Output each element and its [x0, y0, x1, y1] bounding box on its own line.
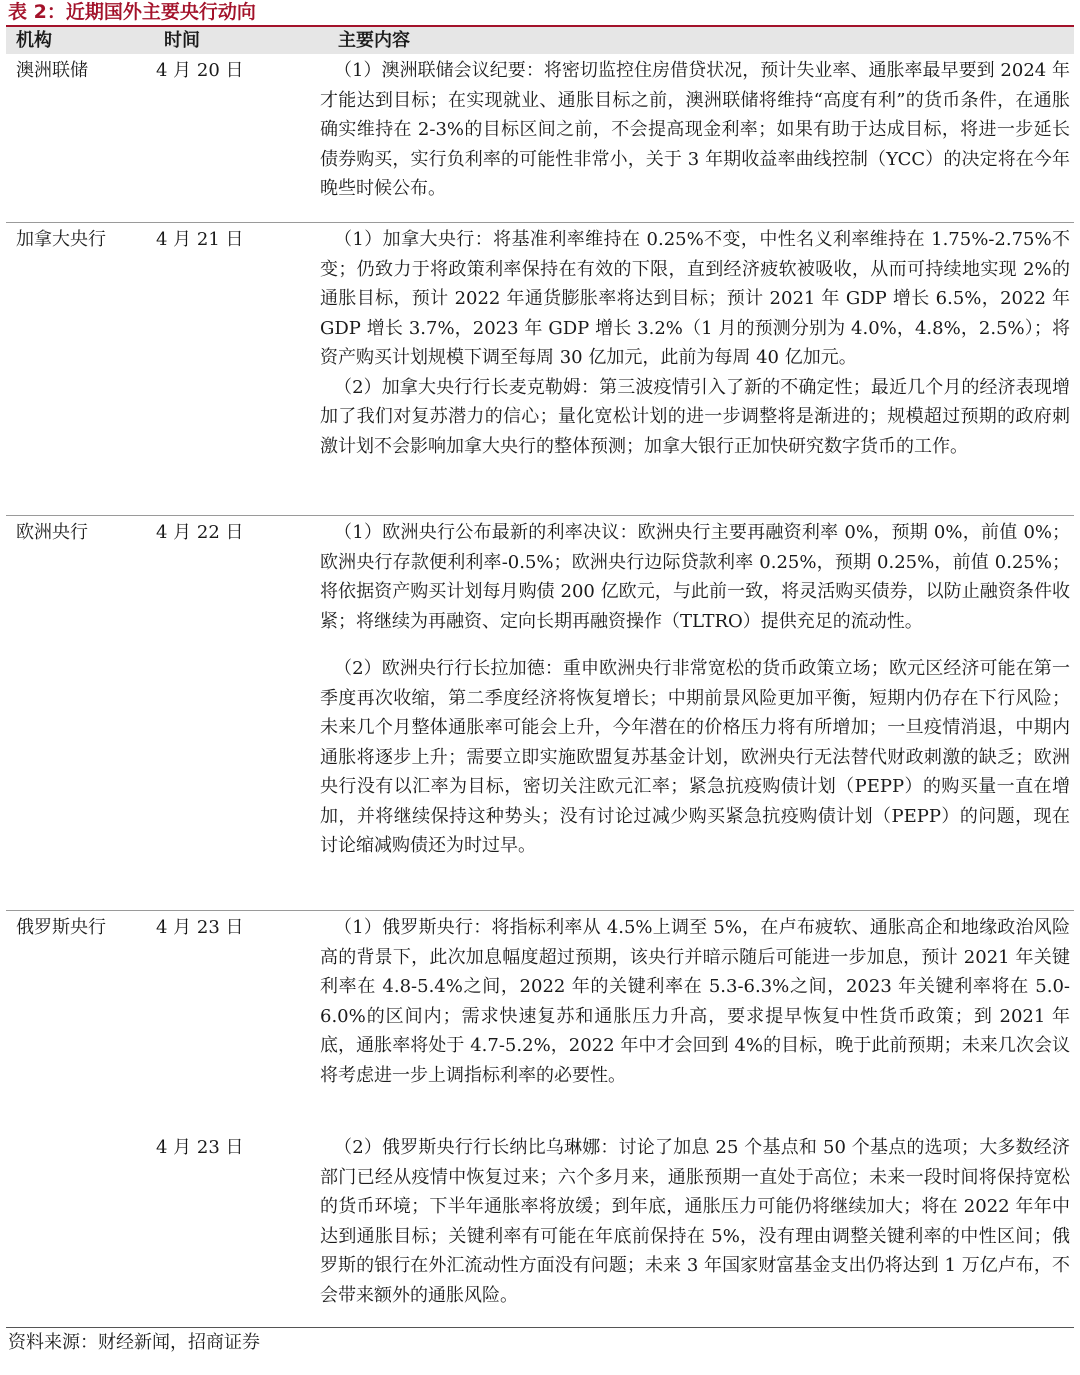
row-org: 加拿大央行: [6, 223, 154, 516]
source-note: 资料来源：财经新闻，招商证券: [6, 1327, 1074, 1357]
table-row-cbr-2: [6, 1131, 1074, 1327]
row-org: 欧洲央行: [6, 516, 154, 911]
content-paragraph: （2）俄罗斯央行行长纳比乌琳娜：讨论了加息 25 个基点和 50 个基点的选项；大多数经济部门已经从疫情中恢复过来；六个多月来，通胀预期一直处于高位；未来一段时间将保持宽松的货币环境；下半年通胀率将放缓；到年底，通胀压力可能仍将继续加大；将在 2022 年年中达到通胀目标；关键利率有可能在年底前保持在 5%，没有理由调整关键利率的中性区间；俄罗斯的银行在外汇流动性方面没有问题；未来 3 年国家财富基金支出仍将达到 1 万亿卢布，不会带来额外的通胀风险。: [320, 1137, 1070, 1306]
row-org: 俄罗斯央行: [16, 917, 106, 938]
row-org: 澳洲联储: [6, 54, 154, 223]
row-content: [320, 223, 1074, 516]
row-date: 4 月 23 日: [156, 1137, 244, 1158]
content-paragraph: （1）欧洲央行公布最新的利率决议：欧洲央行主要再融资利率 0%，预期 0%，前值 0%；欧洲央行存款便利利率-0.5%；欧洲央行边际贷款利率 0.25%，预期 0.25%，前值 0.25%；将依据资产购买计划每月购债 200 亿欧元，与此前一致，将灵活购买债券，以防止融资条件收紧；将继续为再融资、定向长期再融资操作（TLTRO）提供充足的流动性。: [320, 522, 1070, 632]
content-paragraph: （1）澳洲联储会议纪要：将密切监控住房借贷状况，预计失业率、通胀率最早要到 2024 年才能达到目标；在实现就业、通胀目标之前，澳洲联储将维持“高度有利”的货币条件，在通胀确实维持在 2-3%的目标区间之前，不会提高现金利率；如果有助于达成目标，将进一步延长债券购买，实行负利率的可能性非常小，关于 3 年期收益率曲线控制（YCC）的决定将在今年晚些时候公布。: [320, 60, 1070, 199]
table-row-boc: [6, 223, 1074, 516]
central-bank-table: [6, 25, 1074, 1327]
table-title: 表 2：近期国外主要央行动向: [8, 1, 256, 23]
table-row-rba: [6, 54, 1074, 223]
content-paragraph: （1）俄罗斯央行：将指标利率从 4.5%上调至 5%，在卢布疲软、通胀高企和地缘政治风险高的背景下，此次加息幅度超过预期，该央行并暗示随后可能进一步加息，预计 2021 年关键利率在 4.8-5.4%之间，2022 年的关键利率在 5.3-6.3%之间，2023 年关键利率将在 5.0-6.0%的区间内；需求快速复苏和通胀压力升高，要求提早恢复中性货币政策；到 2021 年底，通胀率将处于 4.7-5.2%，2022 年中才会回到 4%的目标，晚于此前预期；未来几次会议将考虑进一步上调指标利率的必要性。: [320, 917, 1070, 1086]
row-org: [6, 1131, 154, 1327]
row-content: [320, 516, 1074, 911]
content-paragraph: （2）加拿大央行行长麦克勒姆：第三波疫情引入了新的不确定性；最近几个月的经济表现增加了我们对复苏潜力的信心；量化宽松计划的进一步调整将是渐进的；规模超过预期的政府刺激计划不会影响加拿大央行的整体预测；加拿大银行正加快研究数字货币的工作。: [320, 376, 1070, 457]
row-date: 4 月 23 日: [156, 917, 244, 938]
table-row-cbr-1: [6, 911, 1074, 1132]
row-content: [320, 54, 1074, 223]
header-content: 主要内容: [320, 26, 1074, 54]
content-paragraph: （1）加拿大央行：将基准利率维持在 0.25%不变，中性名义利率维持在 1.75%-2.75%不变；仍致力于将政策利率保持在有效的下限，直到经济疲软被吸收，从而可持续地实现 2%的通胀目标，预计 2022 年通货膨胀率将达到目标；预计 2021 年 GDP 增长 6.5%，2022 年 GDP 增长 3.7%，2023 年 GDP 增长 3.2%（1 月的预测分别为 4.0%，4.8%，2.5%）；将资产购买计划规模下调至每周 30 亿加元，此前为每周 40 亿加元。: [320, 229, 1070, 368]
header-date: 时间: [154, 26, 320, 54]
row-date: 4 月 21 日: [154, 223, 320, 516]
table-header-row: [6, 26, 1074, 54]
row-date: 4 月 20 日: [154, 54, 320, 223]
header-org: 机构: [6, 26, 154, 54]
row-content: [320, 911, 1074, 1132]
content-paragraph: （2）欧洲央行行长拉加德：重申欧洲央行非常宽松的货币政策立场；欧元区经济可能在第一季度再次收缩，第二季度经济将恢复增长；中期前景风险更加平衡，短期内仍存在下行风险；未来几个月整体通胀率可能会上升，今年潜在的价格压力将有所增加；一旦疫情消退，中期内通胀将逐步上升；需要立即实施欧盟复苏基金计划，欧洲央行无法替代财政刺激的缺乏；欧洲央行没有以汇率为目标，密切关注欧元汇率；紧急抗疫购债计划（PEPP）的购买量一直在增加，并将继续保持这种势头；没有讨论过减少购买紧急抗疫购债计划（PEPP）的问题，现在讨论缩减购债还为时过早。: [320, 658, 1070, 856]
table-row-ecb: [6, 516, 1074, 911]
row-date: 4 月 22 日: [154, 516, 320, 911]
row-content: [320, 1131, 1074, 1327]
